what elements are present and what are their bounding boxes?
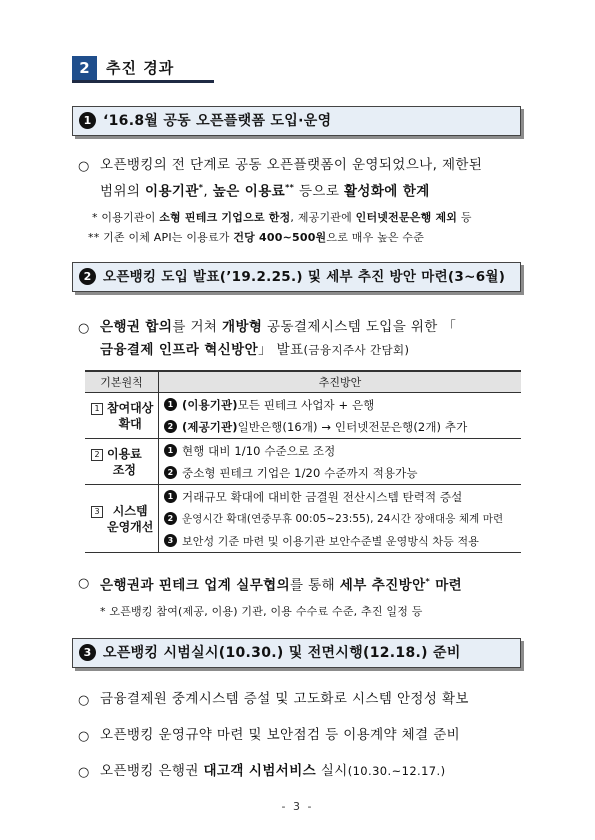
table-cell-principle (85, 485, 159, 553)
circled-number-2: 2 (79, 268, 96, 285)
circled-number-3: 3 (79, 644, 96, 661)
text: 공동결제시스템 도입을 위한 「 (262, 319, 457, 335)
text-bold: 건당 400~500원 (233, 231, 327, 244)
text: 를 통해 (290, 577, 340, 594)
text: * 이용기관이 (92, 211, 160, 224)
text: ** 기존 이체 API는 이용료가 (88, 231, 234, 244)
bullet-circle: ○ (78, 159, 90, 174)
label-line: 조정 (112, 462, 136, 477)
text-bold: 이용기관 (145, 183, 199, 200)
subsection-2-header (72, 262, 521, 292)
circled-number: 1 (164, 444, 177, 457)
circled-number: 1 (164, 490, 177, 503)
footnote-mark: * (198, 183, 204, 192)
text-small: (10.30.~12.17.) (347, 764, 446, 778)
plan-item (159, 416, 521, 438)
table-header-row (85, 371, 521, 393)
subsection-1-title: ‘16.8월 공동 오픈플랫폼 도입·운영 (103, 113, 332, 129)
text: 보안성 기준 마련 및 이용기관 보안수준별 운영방식 차등 적용 (182, 534, 479, 548)
text: 현행 대비 1/10 수준으로 조정 (182, 443, 336, 458)
text-bold: 은행권 합의 (100, 319, 173, 335)
paragraph-line (100, 571, 462, 597)
circled-number: 2 (164, 512, 177, 525)
text-bold: (제공기관) (182, 419, 238, 434)
table-header-principle: 기본원칙 (85, 371, 159, 393)
text: 」 발표 (258, 342, 304, 358)
footnote-3: * 오픈뱅킹 참여(제공, 이용) 기관, 이용 수수료 수준, 추진 일정 등 (100, 605, 423, 618)
label-line: 확대 (118, 416, 142, 431)
plan-item (159, 394, 521, 416)
text-bold: 대고객 시범서비스 (203, 763, 317, 779)
text: 으로 매우 높은 수준 (326, 231, 425, 244)
text-bold: 세부 추진방안 (339, 577, 426, 594)
label-line: 시스템 (112, 503, 148, 518)
plan-item (159, 440, 521, 462)
footnote-1 (92, 209, 472, 225)
text-small: (금융지주사 간담회) (303, 343, 410, 357)
paragraph-line (100, 339, 409, 361)
footnote-2 (88, 229, 424, 245)
plan-item (159, 462, 521, 484)
text: 를 거쳐 (172, 319, 223, 335)
circled-number: 2 (164, 466, 177, 479)
bullet-circle: ○ (78, 576, 90, 591)
text: 운영시간 확대(연중무휴 00:05~23:55), 24시간 장애대응 체계 마련 (182, 513, 504, 525)
text: 중소형 핀테크 기업은 1/20 수준까지 적용가능 (182, 465, 418, 480)
subsection-2-title: 오픈뱅킹 도입 발표(’19.2.25.) 및 세부 추진 방안 마련(3~6월) (103, 269, 506, 285)
footnote-mark: * (425, 577, 431, 586)
table-header-plan: 추진방안 (159, 371, 522, 393)
plan-item (159, 530, 521, 552)
page-number: - 3 - (281, 800, 314, 813)
text: 등 (457, 211, 472, 224)
paragraph-line (100, 316, 456, 338)
table-cell-plan (159, 439, 522, 485)
text: 일반은행(16개) → 인터넷전문은행(2개) 추가 (237, 419, 468, 434)
table-cell-plan (159, 485, 522, 553)
boxed-number: 3 (91, 506, 103, 518)
boxed-number: 1 (91, 403, 103, 415)
label-line: 이용료 (107, 446, 142, 461)
table-row (85, 439, 521, 485)
paragraph-line (100, 760, 445, 782)
bullet-circle: ○ (78, 765, 90, 780)
text-bold: (이용기관) (182, 397, 238, 412)
subsection-1-header (72, 106, 521, 136)
section-title: 추진 경과 (106, 59, 175, 77)
bullet-circle: ○ (78, 693, 90, 708)
section-header (72, 56, 214, 80)
circled-number-1: 1 (79, 112, 96, 129)
table-row (85, 485, 521, 553)
paragraph-line: 금융결제원 중계시스템 증설 및 고도화로 시스템 안정성 확보 (100, 691, 469, 707)
table-cell-plan (159, 393, 522, 439)
text: , (203, 183, 213, 200)
text-bold: 마련 (430, 577, 463, 594)
text: 거래규모 확대에 대비한 금결원 전산시스템 탄력적 증설 (182, 489, 463, 504)
bullet-circle: ○ (78, 729, 90, 744)
subsection-3-header (72, 638, 521, 668)
text: 범위의 (100, 183, 146, 200)
bullet-circle: ○ (78, 321, 90, 336)
section-number: 2 (72, 56, 97, 80)
text: , 제공기관에 (290, 211, 356, 224)
text-bold: 높은 이용료 (212, 183, 286, 200)
text-bold: 개방형 (222, 319, 263, 335)
paragraph-line: 오픈뱅킹의 전 단계로 공동 오픈플랫폼이 운영되었으나, 제한된 (100, 157, 483, 173)
text-bold: 인터넷전문은행 제외 (355, 211, 458, 224)
label-line: 운영개선 (107, 519, 154, 534)
policy-table (85, 370, 521, 553)
text: 모든 핀테크 사업자 + 은행 (237, 397, 375, 412)
circled-number: 3 (164, 534, 177, 547)
paragraph-line: 오픈뱅킹 운영규약 마련 및 보안점검 등 이용계약 체결 준비 (100, 727, 461, 743)
section-underline (72, 80, 214, 83)
table-row (85, 393, 521, 439)
table-cell-principle (85, 439, 159, 485)
plan-item (159, 508, 521, 530)
text-bold: 활성화에 한계 (343, 183, 430, 200)
label-line: 참여대상 (107, 400, 154, 415)
paragraph-line (100, 177, 430, 203)
text-bold: 소형 핀테크 기업으로 한정 (159, 211, 291, 224)
boxed-number: 2 (91, 449, 103, 461)
text: 등으로 (294, 183, 344, 200)
text: 실시 (316, 763, 348, 779)
text-bold: 금융결제 인프라 혁신방안 (100, 342, 259, 358)
subsection-3-title: 오픈뱅킹 시범실시(10.30.) 및 전면시행(12.18.) 준비 (103, 645, 461, 661)
text-bold: 은행권과 핀테크 업계 실무협의 (100, 577, 291, 594)
circled-number: 2 (164, 420, 177, 433)
text: 오픈뱅킹 은행권 (100, 763, 204, 779)
footnote-mark: ** (285, 183, 295, 192)
plan-item (159, 486, 521, 508)
table-cell-principle (85, 393, 159, 439)
circled-number: 1 (164, 398, 177, 411)
